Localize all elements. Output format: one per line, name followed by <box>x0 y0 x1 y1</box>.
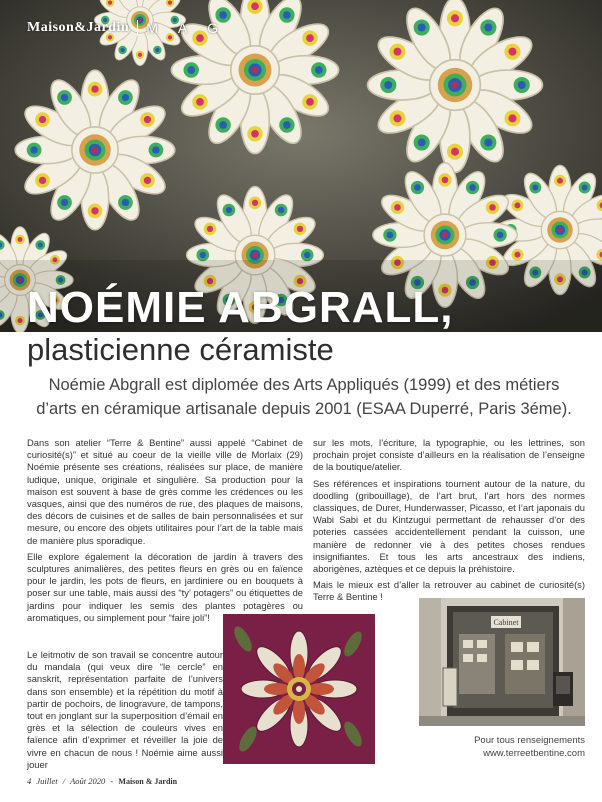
shop-front-photo <box>419 598 585 726</box>
paragraph: Le leitmotiv de son travail se concentre autour du mandala (qui veux dire “le cercle” en sanskrit, représentation parfaite de l’univers dans son ensemble) et la répétition du motif à partir de pochoirs, de linogravure, de tampons, tout en jonglant sur la superposition d’émail en grès et la sélection de couleurs vives en faïence afin d’exprimer et réveiller la joie de vivre en chacun de nous ! Noémie aime aussi jouer <box>27 649 223 770</box>
article-column-1-continued <box>27 649 223 775</box>
page-footer <box>27 776 180 786</box>
section-label: MAG <box>146 20 239 36</box>
article-subtitle: plasticienne céramiste <box>27 332 334 367</box>
shop-front-illustration <box>419 598 585 726</box>
paragraph: Dans son atelier “Terre & Bentine” aussi appelé “Cabinet de curiosité(s)” et situé au coeur de la vieille ville de Morlaix (29) Noémie présente ses créations, réalisées sur place, de manière ludique, unique, originale et singulière. Sa production pour la maison est souvent à base de grès comme les crédences ou les vasques, ainsi que des numéros de rue, des plaques de maisons, des décors de cuisines et de salles de bain personnalisées et sur mesure, ou encore des objets utilitaires pour l’art de la table mais de manière plus sporadique. <box>27 437 303 546</box>
issue-separator: / <box>62 776 66 786</box>
paragraph: Elle explore également la décoration de jardin à travers des sculptures animalières, des petites fleurs en grès ou en faïence pour le jardin, les pots de fleurs, en jardiniere ou en bouquets à poser sur une table, mais aussi des “ty’ potagers” ou étiquettes de jardins pour indiquer les semis des plantes potagères ou aromatiques, ou simplement pour “faire joli”! <box>27 550 303 623</box>
paragraph: Ses références et inspirations tournent autour de la nature, du doodling (gribouillage), de l’art brut, l’art hors des normes classiques, de Durer, Hunderwasser, Picasso, et l’art japonais du Wabi Sabi et du Kintzugui permettant de rehausser d’or des poteries cassées accidentellement pendant la cuisson, une manière de redonner vie à des petites choses rendues insignifiantes. Et tous les arts ancestraux des indiens, aborigènes, aztèques et ce depuis la préhistoire. <box>313 477 585 575</box>
paragraph: sur les mots, l’écriture, la typographie, ou les lettrines, son prochain projet consiste d’ailleurs en la réalisation de l’enseigne de la boutique/atelier. <box>313 437 585 473</box>
footer-brand: Maison & Jardin <box>118 777 178 786</box>
caption-info: Pour tous renseignements <box>474 735 585 746</box>
caption-website: www.terreetbentine.com <box>483 748 585 759</box>
footer-dash: - <box>110 776 114 786</box>
mandala-artwork-photo <box>223 614 375 764</box>
article-title: NOÉMIE ABGRALL, <box>27 283 454 332</box>
issue-month: Juillet <box>36 776 58 786</box>
photo-caption <box>420 734 585 760</box>
magazine-logo: Maison&Jardin <box>27 20 130 35</box>
issue-date: Août 2020 <box>70 776 106 786</box>
paragraph: Mais le mieux est d’aller la retrouver au cabinet de curiosité(s) Terre & Bentine ! <box>313 579 585 603</box>
page-number: 4 <box>27 776 32 786</box>
mandala-illustration <box>223 614 375 764</box>
masthead <box>27 20 238 36</box>
article-lede: Noémie Abgrall est diplomée des Arts Appliqués (1999) et des métiers d’arts en céramique artisanale depuis 2001 (ESAA Duperré, Paris 3éme). <box>36 376 572 418</box>
article-column-2 <box>313 437 585 608</box>
article-column-1 <box>27 437 303 628</box>
shop-sign-text: Cabinet <box>493 618 519 627</box>
masthead-divider <box>137 20 138 36</box>
